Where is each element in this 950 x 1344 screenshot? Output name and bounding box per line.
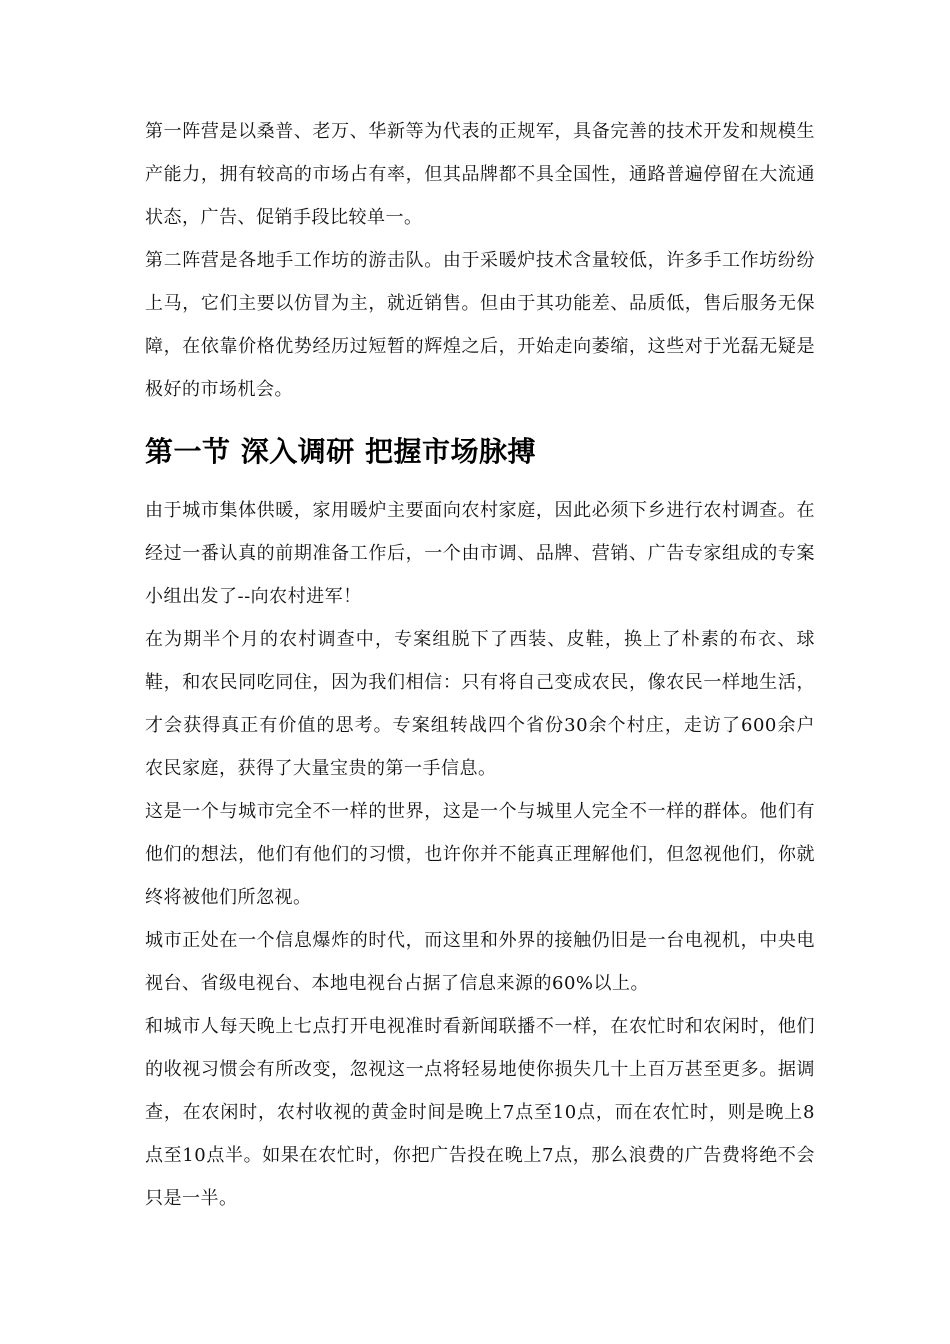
paragraph-second-camp: 第二阵营是各地手工作坊的游击队。由于采暖炉技术含量较低，许多手工作坊纷纷上马，它们主要以仿冒为主，就近销售。但由于其功能差、品质低，售后服务无保障，在依靠价格优势经历过短暂的辉煌之后，开始走向萎缩，这些对于光磊无疑是极好的市场机会。 <box>145 250 815 400</box>
paragraph-rural-world: 这是一个与城市完全不一样的世界，这是一个与城里人完全不一样的群体。他们有他们的想法，他们有他们的习惯，也许你并不能真正理解他们，但忽视他们，你就终将被他们所忽视。 <box>145 801 815 908</box>
paragraph-first-camp: 第一阵营是以桑普、老万、华新等为代表的正规军，具备完善的技术开发和规模生产能力，拥有较高的市场占有率，但其品牌都不具全国性，通路普遍停留在大流通状态，广告、促销手段比较单一。 <box>145 121 815 228</box>
paragraph-rural-survey-intro: 由于城市集体供暖，家用暖炉主要面向农村家庭，因此必须下乡进行农村调查。在经过一番认真的前期准备工作后，一个由市调、品牌、营销、广告专家组成的专案小组出发了--向农村进军！ <box>145 500 815 607</box>
paragraph-viewing-habits: 和城市人每天晚上七点打开电视准时看新闻联播不一样，在农忙时和农闲时，他们的收视习惯会有所改变，忽视这一点将轻易地使你损失几十上百万甚至更多。据调查，在农闲时，农村收视的黄金时间是晚上7点至10点，而在农忙时，则是晚上8点至10点半。如果在农忙时，你把广告投在晚上7点，那么浪费的广告费将绝不会只是一半。 <box>145 1016 815 1209</box>
document-body <box>145 110 815 1220</box>
section-heading: 第一节 深入调研 把握市场脉搏 <box>145 435 536 468</box>
paragraph-survey-process: 在为期半个月的农村调查中，专案组脱下了西装、皮鞋，换上了朴素的布衣、球鞋，和农民同吃同住，因为我们相信：只有将自己变成农民，像农民一样地生活，才会获得真正有价值的思考。专案组转战四个省份30余个村庄，走访了600余户农民家庭，获得了大量宝贵的第一手信息。 <box>145 629 815 779</box>
paragraph-information-source: 城市正处在一个信息爆炸的时代，而这里和外界的接触仍旧是一台电视机，中央电视台、省级电视台、本地电视台占据了信息来源的60%以上。 <box>145 930 815 994</box>
